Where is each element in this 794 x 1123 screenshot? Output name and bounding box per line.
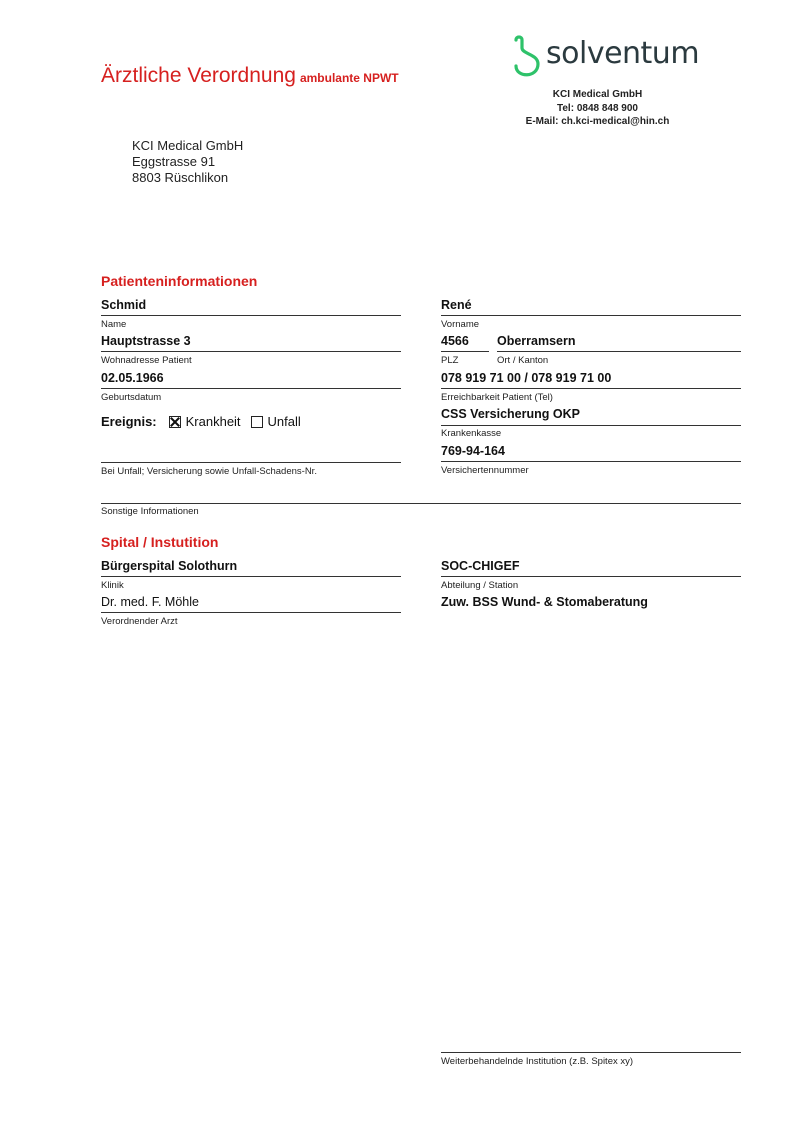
clinic-value: Bürgerspital Solothurn [101, 559, 238, 573]
field-underline [101, 503, 741, 504]
patient-name-value: Schmid [101, 298, 147, 312]
patient-phone-label: Erreichbarkeit Patient (Tel) [441, 392, 553, 403]
patient-address-label: Wohnadresse Patient [101, 355, 192, 366]
field-underline [441, 1052, 741, 1053]
patient-phone-value: 078 919 71 00 / 078 919 71 00 [441, 371, 612, 385]
recipient-address [132, 138, 243, 186]
insured-number-label: Versichertennummer [441, 465, 529, 476]
contact-email: E-Mail: ch.kci-medical@hin.ch [525, 116, 670, 127]
department2-value: Zuw. BSS Wund- & Stomaberatung [441, 595, 648, 609]
patient-ort-label: Ort / Kanton [497, 355, 549, 366]
document-title [101, 64, 399, 88]
department-value: SOC-CHIGEF [441, 559, 520, 573]
ereignis-label: Ereignis: [101, 414, 157, 429]
field-underline [441, 351, 489, 352]
address-line: Eggstrasse 91 [132, 154, 216, 169]
krankheit-label: Krankheit [185, 414, 241, 429]
krankheit-checkbox[interactable] [169, 416, 181, 428]
field-underline [101, 388, 401, 389]
logo-mark-icon [512, 34, 546, 80]
solventum-logo [512, 34, 700, 80]
doctor-label: Verordnender Arzt [101, 616, 178, 627]
clinic-label: Klinik [101, 580, 124, 591]
patient-insurance-value: CSS Versicherung OKP [441, 407, 580, 421]
field-underline [441, 315, 741, 316]
field-underline [441, 388, 741, 389]
patient-name-label: Name [101, 319, 127, 330]
field-underline [441, 461, 741, 462]
patient-vorname-value: René [441, 298, 472, 312]
title-sub: ambulante NPWT [299, 71, 399, 85]
field-underline [101, 315, 401, 316]
patient-birthdate-label: Geburtsdatum [101, 392, 162, 403]
patient-address-value: Hauptstrasse 3 [101, 334, 191, 348]
unfall-insurance-label: Bei Unfall; Versicherung sowie Unfall-Schadens-Nr. [101, 466, 317, 477]
patient-section-heading: Patienteninformationen [101, 273, 258, 289]
field-underline [101, 351, 401, 352]
patient-vorname-label: Vorname [441, 319, 480, 330]
address-line: 8803 Rüschlikon [132, 170, 229, 185]
ereignis-row [101, 414, 311, 429]
department-label: Abteilung / Station [441, 580, 519, 591]
patient-plz-value: 4566 [441, 334, 469, 348]
unfall-label: Unfall [267, 414, 301, 429]
field-underline [497, 351, 741, 352]
followup-label: Weiterbehandelnde Institution (z.B. Spitex xy) [441, 1056, 634, 1067]
patient-birthdate-value: 02.05.1966 [101, 371, 164, 385]
field-underline [101, 462, 401, 463]
contact-company: KCI Medical GmbH [552, 89, 643, 100]
field-underline [441, 425, 741, 426]
logo-text: solventum [546, 36, 700, 71]
field-underline [101, 576, 401, 577]
contact-block [480, 88, 715, 129]
insured-number-value: 769-94-164 [441, 444, 505, 458]
field-underline [101, 612, 401, 613]
contact-tel: Tel: 0848 848 900 [557, 102, 638, 114]
other-info-label: Sonstige Informationen [101, 506, 199, 517]
hospital-section-heading: Spital / Instutition [101, 534, 219, 550]
patient-ort-value: Oberramsern [497, 334, 576, 348]
patient-insurance-label: Krankenkasse [441, 428, 502, 439]
field-underline [441, 576, 741, 577]
address-line: KCI Medical GmbH [132, 138, 244, 153]
unfall-checkbox[interactable] [251, 416, 263, 428]
doctor-value: Dr. med. F. Möhle [101, 595, 199, 609]
title-main: Ärztliche Verordnung [101, 64, 296, 87]
patient-plz-label: PLZ [441, 355, 459, 366]
